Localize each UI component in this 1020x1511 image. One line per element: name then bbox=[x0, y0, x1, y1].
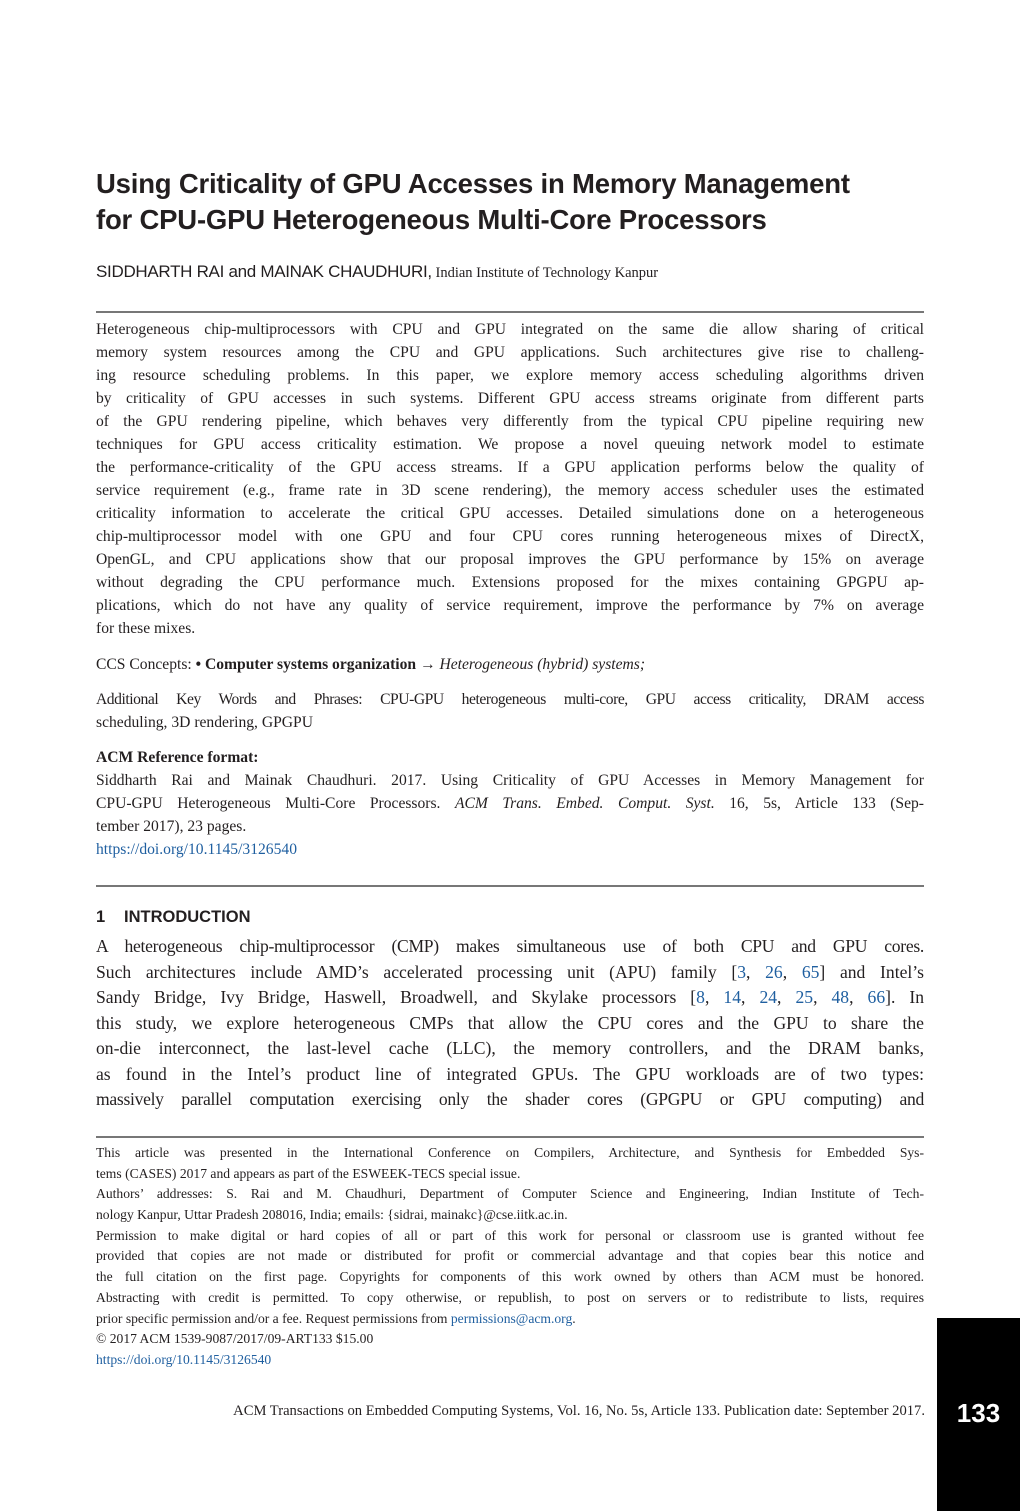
citation-link[interactable]: 65 bbox=[801, 961, 820, 982]
citation-link[interactable]: 14 bbox=[723, 987, 741, 1007]
article-number: 133 bbox=[956, 1398, 1001, 1428]
paper-title bbox=[96, 166, 936, 238]
citation-link[interactable]: 24 bbox=[759, 987, 778, 1007]
ccs-label: CCS Concepts: bbox=[96, 656, 196, 673]
citation-link[interactable]: 48 bbox=[831, 987, 850, 1007]
title-line-2: for CPU-GPU Heterogeneous Multi-Core Processors bbox=[96, 204, 767, 235]
abstract bbox=[96, 318, 924, 640]
footnote-line: provided that copies are not made or distributed for profit or commercial advantage and that copies bear this notice and bbox=[96, 1248, 924, 1264]
intro-paragraph: A heterogeneous chip-multiprocessor (CMP) makes simultaneous use of both CPU and GPU cores. Such architectures include AMD’s accelerated processing unit (APU) family [3, 26, 65] and Intel’s Sandy Bridge, Ivy Bridge, Haswell, Broadwell, and Skylake processors [8, 14, 24, 25, 48, 66]. In this study, we explore heterogeneous CMPs that allow the CPU cores and the GPU to share the on-die interconnect, the last-level cache (LLC), the memory controllers, and the DRAM banks, as found in the Intel’s product line of integrated GPUs. The GPU workloads are of two types: massively parallel computation exercising only the shader cores (GPGPU or GPU computing) and bbox=[96, 934, 924, 1113]
permission-tail: . bbox=[572, 1310, 576, 1326]
ccs-tail: ; bbox=[639, 656, 646, 673]
intro-text: Such architectures include AMD’s accelerated processing unit (APU) family [ bbox=[96, 961, 738, 982]
intro-text: Sandy Bridge, Ivy Bridge, Haswell, Broadwell, and Skylake processors [ bbox=[96, 987, 697, 1007]
author-line bbox=[96, 262, 936, 282]
abstract-line: Heterogeneous chip-multiprocessors with CPU and GPU integrated on the same die allow sharing of critical bbox=[96, 321, 924, 338]
abstract-line: criticality information to accelerate the critical GPU accesses. Detailed simulations done on a heterogeneous bbox=[96, 505, 924, 522]
abstract-line: for these mixes. bbox=[96, 620, 196, 637]
abstract-line: without degrading the CPU performance much. Extensions proposed for the mixes containing GPGPU ap- bbox=[96, 574, 924, 591]
abstract-end-divider bbox=[96, 885, 924, 887]
ccs-bullet: • bbox=[195, 656, 205, 673]
citation-link[interactable]: 66 bbox=[867, 987, 886, 1007]
abstract-line: OpenGL, and CPU applications show that our proposal improves the GPU performance by 15% on average bbox=[96, 551, 924, 568]
reference-journal: ACM Trans. Embed. Comput. Syst. bbox=[454, 795, 715, 812]
reference-line-2-post: 16, 5s, Article 133 (Sep- bbox=[714, 795, 924, 812]
section-heading bbox=[96, 908, 251, 927]
abstract-line: the performance-criticality of the GPU access streams. If a GPU application performs below the quality of bbox=[96, 459, 924, 476]
footnote-doi-link[interactable]: https://doi.org/10.1145/3126540 bbox=[96, 1351, 272, 1367]
section-title: INTRODUCTION bbox=[124, 908, 251, 926]
permission-text: prior specific permission and/or a fee. Request permissions from bbox=[96, 1310, 451, 1326]
permissions-email-link[interactable]: permissions@acm.org bbox=[450, 1310, 573, 1326]
footnote-line: Authors’ addresses: S. Rai and M. Chaudhuri, Department of Computer Science and Engineering, Indian Institute of Tech- bbox=[96, 1186, 924, 1202]
intro-line: this study, we explore heterogeneous CMPs that allow the CPU cores and the GPU to share the bbox=[96, 1012, 924, 1033]
acm-reference bbox=[96, 746, 924, 861]
intro-text: ]. In bbox=[885, 987, 925, 1007]
footnote-line: tems (CASES) 2017 and appears as part of the ESWEEK-TECS special issue. bbox=[96, 1165, 521, 1181]
intro-line: as found in the Intel’s product line of integrated GPUs. The GPU workloads are of two types: bbox=[96, 1063, 924, 1084]
ccs-category: Computer systems organization bbox=[205, 656, 417, 673]
intro-line: on-die interconnect, the last-level cache (LLC), the memory controllers, and the DRAM banks, bbox=[96, 1038, 924, 1058]
copyright-line: © 2017 ACM 1539-9087/2017/09-ART133 $15.00 bbox=[96, 1331, 374, 1347]
section-number: 1 bbox=[96, 908, 106, 926]
abstract-line: of the GPU rendering pipeline, which behaves very differently from the typical CPU pipeline requiring new bbox=[96, 413, 924, 430]
author-names: SIDDHARTH RAI and MAINAK CHAUDHURI, bbox=[96, 262, 432, 281]
abstract-line: techniques for GPU access criticality estimation. We propose a novel queuing network model to estimate bbox=[96, 436, 924, 453]
abstract-line: chip-multiprocessor model with one GPU and four CPU cores running heterogeneous mixes of DirectX, bbox=[96, 528, 924, 545]
reference-line-3: tember 2017), 23 pages. bbox=[96, 818, 247, 835]
abstract-line: service requirement (e.g., frame rate in 3D scene rendering), the memory access scheduler uses the estimated bbox=[96, 482, 924, 499]
footnote-line: nology Kanpur, Uttar Pradesh 208016, India; emails: {sidrai, mainakc}@cse.iitk.ac.in. bbox=[96, 1207, 568, 1223]
title-line-1: Using Criticality of GPU Accesses in Memory Management bbox=[96, 168, 850, 199]
citation-link[interactable]: 25 bbox=[795, 987, 814, 1007]
abstract-line: ing resource scheduling problems. In this paper, we explore memory access scheduling algorithms driven bbox=[96, 367, 924, 384]
reference-line-2-pre: CPU-GPU Heterogeneous Multi-Core Processors. bbox=[96, 795, 455, 812]
citation-link[interactable]: 26 bbox=[765, 961, 783, 982]
footnotes bbox=[96, 1143, 924, 1371]
intro-line: A heterogeneous chip-multiprocessor (CMP) makes simultaneous use of both CPU and GPU cores. bbox=[96, 936, 924, 956]
footnote-line: Permission to make digital or hard copies of all or part of this work for personal or classroom use is granted without fee bbox=[96, 1227, 924, 1243]
ccs-subcategory: Heterogeneous (hybrid) systems bbox=[439, 656, 640, 673]
author-affiliation: Indian Institute of Technology Kanpur bbox=[431, 265, 659, 281]
intro-text: ] and Intel’s bbox=[819, 961, 925, 982]
footnote-line: Abstracting with credit is permitted. To copy otherwise, or republish, to post on servers or to redistribute to lists, requires bbox=[96, 1289, 924, 1305]
keywords bbox=[96, 688, 924, 734]
reference-heading: ACM Reference format: bbox=[96, 749, 259, 766]
keywords-line-2: scheduling, 3D rendering, GPGPU bbox=[96, 714, 313, 731]
reference-line-1: Siddharth Rai and Mainak Chaudhuri. 2017. Using Criticality of GPU Accesses in Memory Management for bbox=[96, 772, 924, 789]
abstract-line: by criticality of GPU accesses in such systems. Different GPU access streams originate from different parts bbox=[96, 390, 924, 407]
page-number-tab bbox=[937, 1318, 1020, 1511]
ccs-concepts bbox=[96, 653, 924, 676]
citation-link[interactable]: 8 bbox=[696, 987, 705, 1007]
footnote-divider bbox=[96, 1136, 924, 1138]
journal-footer: ACM Transactions on Embedded Computing Systems, Vol. 16, No. 5s, Article 133. Publication date: September 2017. bbox=[233, 1403, 925, 1419]
abstract-line: memory system resources among the CPU and GPU applications. Such architectures give rise to challeng- bbox=[96, 344, 924, 361]
reference-doi-link[interactable]: https://doi.org/10.1145/3126540 bbox=[96, 841, 297, 858]
footnote-line: This article was presented in the International Conference on Compilers, Architecture, and Synthesis for Embedded Sys- bbox=[96, 1145, 924, 1160]
top-divider bbox=[96, 311, 924, 313]
keywords-line-1: Additional Key Words and Phrases: CPU-GPU heterogeneous multi-core, GPU access criticality, DRAM access bbox=[96, 691, 924, 708]
citation-link[interactable]: 3 bbox=[737, 961, 747, 982]
abstract-line: plications, which do not have any quality of service requirement, improve the performance by 7% on average bbox=[96, 597, 924, 614]
ccs-arrow: → bbox=[416, 656, 440, 673]
intro-line: massively parallel computation exercising only the shader cores (GPGPU or GPU computing) and bbox=[96, 1089, 924, 1109]
footnote-line: the full citation on the first page. Copyrights for components of this work owned by others than ACM must be honored. bbox=[96, 1269, 924, 1285]
